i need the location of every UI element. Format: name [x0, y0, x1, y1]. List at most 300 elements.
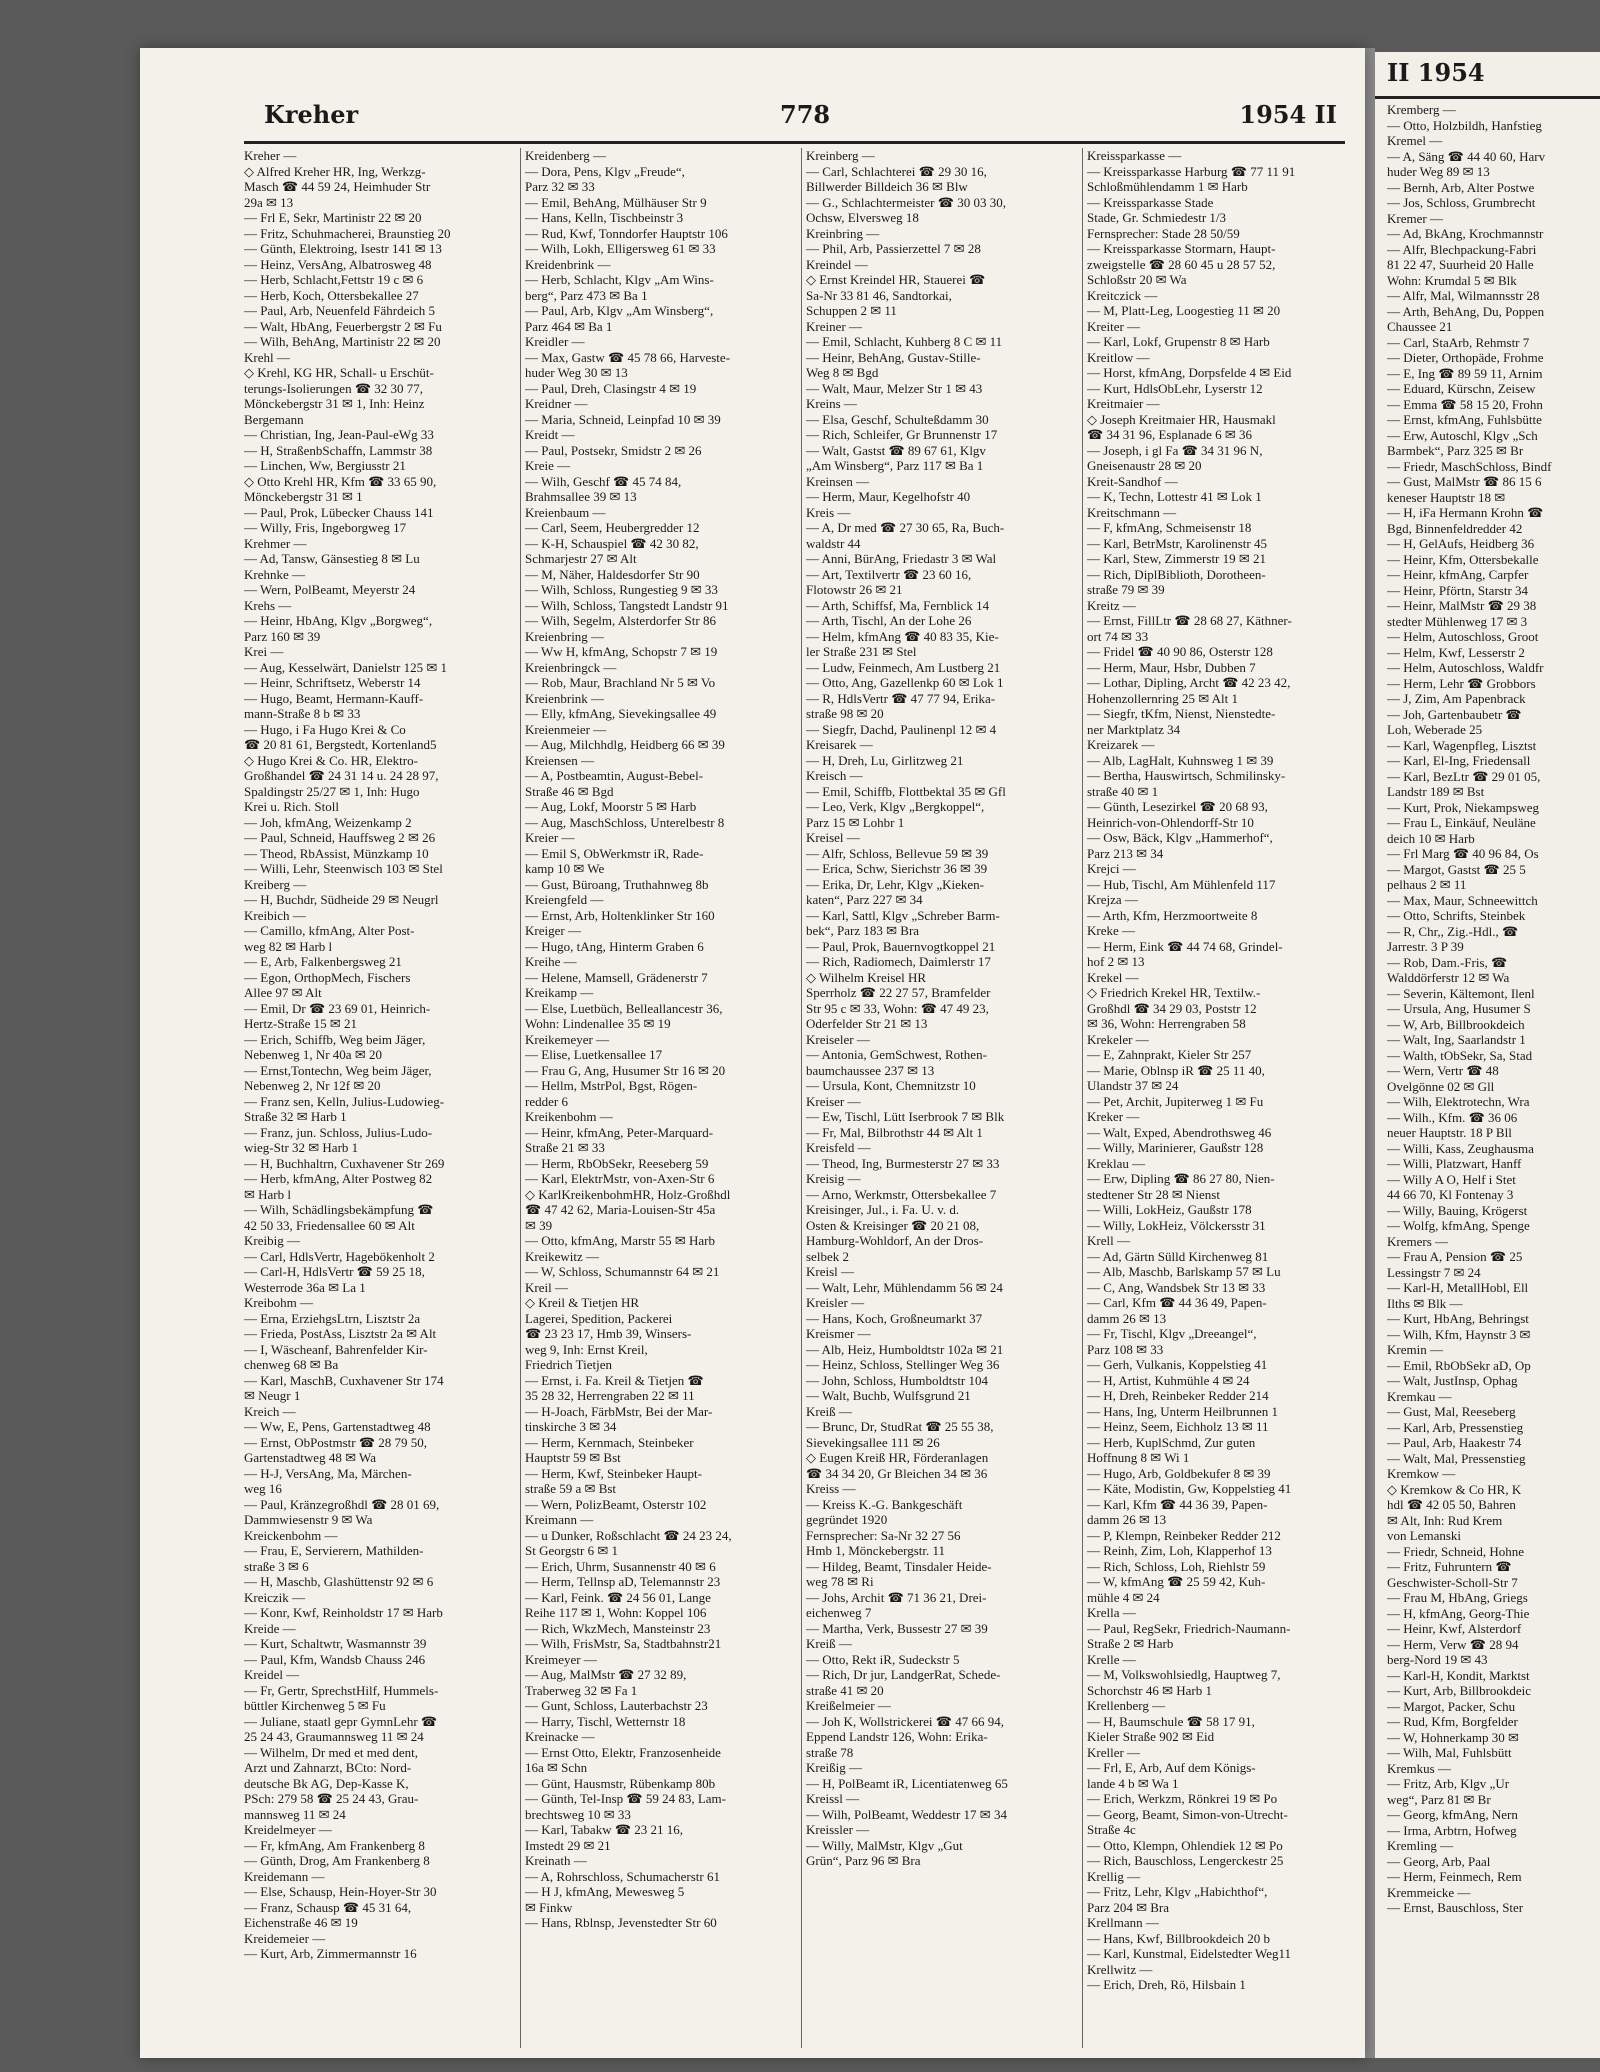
directory-entry-line: — Heinr, Pförtn, Starstr 34	[1387, 582, 1529, 598]
directory-entry-line: — Rud, Kfm, Borgfelder	[1387, 1714, 1518, 1729]
directory-entry-line: — Rob, Maur, Brachland Nr 5 ✉ Vo	[525, 675, 716, 690]
directory-entry-line: Flotowstr 26 ✉ 21	[806, 582, 903, 597]
surname-heading: Kremberg —	[1387, 102, 1456, 117]
directory-entry-line: Sperrholz ☎ 22 27 57, Bramfelder	[806, 985, 991, 1000]
directory-entry-line: ☎ 20 81 61, Bergstedt, Kortenland5	[244, 737, 437, 752]
directory-entry-line: Geschwister-Scholl-Str 7	[1387, 1574, 1518, 1590]
directory-entry-line: — Erika, Dr, Lehr, Klgv „Kieken-	[806, 876, 985, 892]
directory-entry-line: — Juliane, staatl gepr GymnLehr ☎	[244, 1713, 438, 1729]
directory-entry-line: — Carl-H, HdlsVertr ☎ 59 25 18,	[244, 1264, 425, 1279]
directory-entry-line: — W, Schloss, Schumannstr 64 ✉ 21	[525, 1264, 720, 1279]
directory-entry-line: huder Weg 30 ✉ 13	[525, 365, 628, 380]
directory-entry-line: — Franz sen, Kelln, Julius-Ludowieg-	[244, 1093, 445, 1109]
directory-entry-line: 42 50 33, Friedensallee 60 ✉ Alt	[244, 1217, 415, 1233]
directory-entry-line: — Ew, Tischl, Lütt Iserbrook 7 ✉ Blk	[806, 1109, 1005, 1124]
directory-entry-line: — H, Dreh, Reinbeker Redder 214	[1087, 1388, 1269, 1403]
directory-entry-line: — Fritz, Arb, Klgv „Ur	[1387, 1776, 1510, 1791]
directory-entry-line: — Paul, Prok, Lübecker Chauss 141	[244, 504, 434, 520]
directory-entry-line: — Wern, PolizBeamt, Osterstr 102	[525, 1496, 707, 1512]
surname-heading: Kreinsen —	[806, 473, 870, 489]
surname-heading: Kreickenbohm —	[244, 1527, 338, 1543]
directory-entry-line: — Herm, Maur, Kegelhofstr 40	[806, 489, 971, 504]
directory-entry-line: Straße 32 ✉ Harb 1	[244, 1109, 347, 1124]
directory-entry-line: — H, iFa Hermann Krohn ☎	[1387, 505, 1544, 520]
directory-entry-line: — Ernst, kfmAng, Fuhlsbütte	[1387, 412, 1542, 427]
directory-entry-line: — Leo, Verk, Klgv „Bergkoppel“,	[806, 799, 985, 814]
directory-entry-line: — Heinr, MalMstr ☎ 29 38	[1387, 598, 1537, 613]
directory-entry-line: — H, Buchdr, Südheide 29 ✉ Neugrl	[244, 892, 439, 907]
directory-entry-line: — Paul, Kränzegroßhdl ☎ 28 01 69,	[244, 1496, 440, 1512]
directory-entry-line: Kreisinger, Jul., i. Fa. U. v. d.	[806, 1202, 960, 1217]
directory-entry-line: PSch: 279 58 ☎ 25 24 43, Grau-	[244, 1791, 419, 1806]
directory-entry-line: Loh, Weberade 25	[1387, 722, 1483, 737]
directory-entry-line: — Frl Marg ☎ 40 96 84, Os	[1387, 846, 1539, 861]
surname-heading: Kreikewitz —	[525, 1248, 600, 1264]
directory-entry-line: Großhdl ☎ 34 29 03, Poststr 12	[1087, 1000, 1257, 1016]
directory-entry-line: — Friedr, Schneid, Hohne	[1387, 1543, 1525, 1559]
surname-heading: Krell —	[1087, 1233, 1130, 1248]
surname-heading: Kreiß —	[806, 1403, 852, 1419]
directory-entry-line: — Herm, Feinmech, Rem	[1387, 1869, 1522, 1884]
directory-entry-line: — Karl, Stew, Zimmerstr 19 ✉ 21	[1087, 551, 1267, 566]
surname-heading: Kreissl —	[806, 1791, 860, 1806]
directory-entry-line: — Ursula, Ang, Husumer S	[1387, 1001, 1531, 1016]
directory-entry-line: — Kurt, Arb, Billbrookdeic	[1387, 1683, 1532, 1698]
directory-entry-line: Bgd, Binnenfeldredder 42	[1387, 520, 1523, 536]
directory-entry-line: mühle 4 ✉ 24	[1087, 1589, 1160, 1605]
directory-entry-line: — Kreiss K.-G. Bankgeschäft	[806, 1496, 963, 1512]
directory-entry-line: Osten & Kreisinger ☎ 20 21 08,	[806, 1217, 980, 1233]
directory-entry-line: — Heinz, Seem, Eichholz 13 ✉ 11	[1087, 1419, 1269, 1434]
directory-entry-line: Mönckebergstr 31 ✉ 1, Inh: Heinz	[244, 396, 425, 411]
directory-entry-line: Straße 4c	[1087, 1822, 1136, 1837]
directory-entry-line: 44 66 70, Kl Fontenay 3	[1387, 1187, 1514, 1202]
directory-entry-line: — Else, Schausp, Hein-Hoyer-Str 30	[244, 1884, 437, 1899]
directory-entry-line: — Paul, Arb, Neuenfeld Fährdeich 5	[244, 303, 435, 318]
directory-entry-line: — Severin, Kältemont, Ilenl	[1387, 985, 1535, 1001]
directory-entry-line: — Karl, Sattl, Klgv „Schreber Barm-	[806, 907, 1000, 923]
directory-entry-line: — Erich, Dreh, Rö, Hilsbain 1	[1087, 1977, 1246, 1992]
directory-entry-line: — H, PolBeamt iR, Licentiatenweg 65	[806, 1775, 1008, 1791]
directory-entry-line: — Karl-H, MetallHobl, Ell	[1387, 1280, 1529, 1295]
surname-heading: Kreisfeld —	[806, 1140, 871, 1155]
surname-heading: Kreikamp —	[525, 985, 594, 1000]
directory-entry-line: — Alfr, Schloss, Bellevue 59 ✉ 39	[806, 845, 989, 861]
directory-entry-line: — W, kfmAng ☎ 25 59 42, Kuh-	[1087, 1574, 1266, 1589]
surname-heading: Kreidenbrink —	[525, 256, 611, 272]
next-page-column	[1387, 102, 1600, 1916]
directory-entry-line: — C, Ang, Wandsbek Str 13 ✉ 33	[1087, 1279, 1266, 1295]
directory-entry-line: — Arth, Schiffsf, Ma, Fernblick 14	[806, 597, 990, 613]
directory-entry-line: — Willi, Lehr, Steenwisch 103 ✉ Stel	[244, 861, 443, 876]
directory-entry-line: — u Dunker, Roßschlacht ☎ 24 23 24,	[525, 1527, 732, 1543]
directory-entry-line: — Carl, Schlachterei ☎ 29 30 16,	[806, 163, 987, 179]
directory-entry-line: Schuppen 2 ✉ 11	[806, 303, 897, 318]
directory-entry-line: — Herm, Tellnsp aD, Telemannstr 23	[525, 1574, 721, 1589]
directory-entry-line: — Willy A O, Helf i Stet	[1387, 1171, 1516, 1187]
directory-entry-line: — Georg, Beamt, Simon-von-Utrecht-	[1087, 1806, 1288, 1822]
surname-heading: Kreißig —	[806, 1760, 862, 1775]
directory-entry-line: Masch ☎ 44 59 24, Heimhuder Str	[244, 179, 431, 194]
directory-entry-line: Ulandstr 37 ✉ 24	[1087, 1078, 1179, 1093]
directory-entry-line: — Emil, Schlacht, Kuhberg 8 C ✉ 11	[806, 334, 1003, 349]
column-divider	[1082, 148, 1083, 2048]
directory-entry-line: — Brunc, Dr, StudRat ☎ 25 55 38,	[806, 1419, 994, 1434]
directory-entry-line: — Hugo, i Fa Hugo Krei & Co	[244, 721, 406, 737]
directory-entry-line: huder Weg 89 ✉ 13	[1387, 164, 1490, 179]
surname-heading: Kreinath —	[525, 1853, 587, 1868]
surname-heading: Krejci —	[1087, 861, 1136, 876]
directory-entry-line: — Herm, Eink ☎ 44 74 68, Grindel-	[1087, 938, 1283, 954]
directory-entry-line: Eppend Landstr 126, Wohn: Erika-	[806, 1729, 988, 1744]
directory-entry-line: Hauptstr 59 ✉ Bst	[525, 1450, 621, 1465]
directory-entry-line: — Joh, Gartenbaubetr ☎	[1387, 706, 1522, 722]
directory-entry-line: — Wilh, Lokh, Elligersweg 61 ✉ 33	[525, 241, 716, 256]
directory-entry-line: — I, Wäscheanf, Bahrenfelder Kir-	[244, 1341, 428, 1357]
directory-entry-line: — Rich, Dr jur, LandgerRat, Schede-	[806, 1667, 1001, 1682]
directory-entry-line: — Franz, Schausp ☎ 45 31 64,	[244, 1899, 412, 1915]
directory-entry-line: ✉ Alt, Inh: Rud Krem	[1387, 1512, 1503, 1528]
surname-heading: Kreil —	[525, 1279, 568, 1295]
surname-heading: Kreikemeyer —	[525, 1031, 610, 1047]
directory-entry-line: St Georgstr 6 ✉ 1	[525, 1543, 618, 1558]
directory-entry-line: — M, Volkswohlsiedlg, Hauptweg 7,	[1087, 1667, 1281, 1682]
surname-heading: Kreidenberg —	[525, 148, 606, 163]
directory-entry-line: straße 40 ✉ 1	[1087, 783, 1159, 799]
directory-entry-line: — Heinz, Schloss, Stellinger Weg 36	[806, 1357, 1000, 1372]
surname-heading: Kreiter —	[1087, 318, 1141, 334]
directory-entry-line: — Wern, PolBeamt, Meyerstr 24	[244, 582, 416, 597]
directory-entry-line: — Hans, Ing, Unterm Heilbrunnen 1	[1087, 1403, 1278, 1419]
directory-entry-line: Walddörferstr 12 ✉ Wa	[1387, 970, 1510, 985]
directory-entry-line: — J, Zim, Am Papenbrack	[1387, 691, 1526, 706]
directory-entry-line: Weg 8 ✉ Bgd	[806, 365, 879, 380]
directory-entry-line: — Bernh, Arb, Alter Postwe	[1387, 179, 1535, 195]
directory-entry-line: — Carl, StaArb, Rehmstr 7	[1387, 334, 1530, 350]
directory-entry-line: — Walt, JustInsp, Ophag	[1387, 1373, 1518, 1388]
directory-entry-line: — Herm, Kernmach, Steinbeker	[525, 1434, 694, 1450]
surname-heading: Krekeler —	[1087, 1031, 1149, 1047]
directory-entry-line: — Emil S, ObWerkmstr iR, Rade-	[525, 845, 704, 861]
column-2	[525, 148, 795, 2048]
directory-entry-line: Eichenstraße 46 ✉ 19	[244, 1915, 358, 1930]
directory-entry-line: — Wilh, Elektrotechn, Wra	[1387, 1094, 1530, 1109]
directory-entry-line: — Wilh, Schloss, Rungestieg 9 ✉ 33	[525, 582, 718, 597]
directory-entry-line: — Dieter, Orthopäde, Frohme	[1387, 350, 1544, 365]
directory-entry-line: Parz 32 ✉ 33	[525, 179, 595, 194]
directory-entry-line: — Wilh, Geschf ☎ 45 74 84,	[525, 473, 682, 489]
directory-entry-line: Reihe 117 ✉ 1, Wohn: Koppel 106	[525, 1605, 707, 1620]
directory-entry-line: ☎ 47 42 62, Maria-Louisen-Str 45a	[525, 1202, 716, 1217]
directory-entry-line: — Max, Maur, Schneewittch	[1387, 892, 1538, 908]
directory-entry-line: — Rich, Bauschloss, Lengerckestr 25	[1087, 1853, 1284, 1868]
directory-entry-line: — Günth, Lesezirkel ☎ 20 68 93,	[1087, 799, 1268, 814]
directory-entry-line: — Willi, Platzwart, Hanff	[1387, 1156, 1522, 1171]
directory-entry-line: — Wilh, BehAng, Martinistr 22 ✉ 20	[244, 334, 441, 349]
directory-entry-line: — Lothar, Dipling, Archt ☎ 42 23 42,	[1087, 675, 1291, 690]
surname-heading: Kreins —	[806, 396, 857, 411]
directory-entry-line: ✉ Harb l	[244, 1186, 291, 1202]
directory-entry-line: — Gust, MalMstr ☎ 86 15 6	[1387, 474, 1542, 489]
surname-heading: Kreidt —	[525, 427, 575, 442]
directory-entry-line: Straße 21 ✉ 33	[525, 1140, 605, 1155]
surname-heading: Kreie —	[525, 458, 571, 473]
directory-entry-line: — Walt, Mal, Pressenstieg	[1387, 1450, 1526, 1466]
surname-heading: Kreier —	[525, 830, 575, 845]
directory-entry-line: — Wilh, FrisMstr, Sa, Stadtbahnstr21	[525, 1636, 722, 1651]
running-head-keyword: Kreher	[264, 100, 359, 129]
directory-entry-line: — Walt, Buchb, Wulfsgrund 21	[806, 1388, 971, 1403]
directory-entry-line: Hmb 1, Mönckebergstr. 11	[806, 1543, 946, 1558]
directory-entry-line: — Margot, Gastst ☎ 25 5	[1387, 861, 1526, 877]
directory-entry-line: hof 2 ✉ 13	[1087, 954, 1145, 969]
directory-entry-line: stedtener Str 28 ✉ Nienst	[1087, 1186, 1220, 1202]
surname-heading: Kreisl —	[806, 1264, 855, 1279]
directory-entry-line: — Herb, Schlacht, Klgv „Am Wins-	[525, 272, 714, 287]
directory-entry-line: — Heinz, VersAng, Albatrosweg 48	[244, 256, 432, 272]
directory-entry-line: — Ernst, Arb, Holtenklinker Str 160	[525, 907, 715, 923]
directory-entry-line: — R, Chr,, Zig.-Hdl., ☎	[1387, 923, 1519, 939]
surname-heading: Krehs —	[244, 597, 292, 613]
surname-heading: Kreinbring —	[806, 225, 880, 241]
directory-entry-line: — H, Buchhaltrn, Cuxhavener Str 269	[244, 1155, 445, 1171]
directory-entry-line: — Wilh., Kfm. ☎ 36 06	[1387, 1109, 1518, 1125]
directory-entry-line: — Wilh, Schädlingsbekämpfung ☎	[244, 1202, 434, 1217]
surname-heading: Kreindel —	[806, 256, 868, 272]
directory-entry-line: weg 9, Inh: Ernst Kreil,	[525, 1341, 648, 1357]
directory-entry-line: — H-Joach, FärbMstr, Bei der Mar-	[525, 1403, 713, 1419]
directory-entry-line: Parz 15 ✉ Lohbr 1	[806, 814, 905, 830]
directory-entry-line: — Paul, Arb, Klgv „Am Winsberg“,	[525, 303, 714, 318]
surname-heading: Kreidelmeyer —	[244, 1822, 332, 1837]
directory-entry-line: — Konr, Kwf, Reinholdstr 17 ✉ Harb	[244, 1605, 443, 1620]
directory-entry-line: — K, Techn, Lottestr 41 ✉ Lok 1	[1087, 489, 1262, 504]
directory-entry-line: — Georg, kfmAng, Nern	[1387, 1807, 1518, 1822]
directory-entry-line: — Wilhelm, Dr med et med dent,	[244, 1744, 418, 1760]
directory-entry-line: — Elise, Luetkensallee 17	[525, 1047, 663, 1062]
directory-entry-line: — Ww, E, Pens, Gartenstadtweg 48	[244, 1419, 431, 1434]
surname-heading: Kremer —	[1387, 210, 1443, 226]
directory-entry-line: — Elsa, Geschf, Schulteßdamm 30	[806, 411, 989, 427]
surname-heading: Kreinacke —	[525, 1729, 595, 1744]
directory-entry-line: stedter Mühlenweg 17 ✉ 3	[1387, 613, 1528, 629]
surname-heading: Kreher —	[244, 148, 297, 163]
directory-entry-line: — Paul, Dreh, Clasingstr 4 ✉ 19	[525, 380, 697, 396]
directory-entry-line: — Emil, BehAng, Mülhäuser Str 9	[525, 194, 707, 210]
directory-entry-line: — Walt, Maur, Melzer Str 1 ✉ 43	[806, 380, 983, 396]
directory-entry-line: — Hildeg, Beamt, Tinsdaler Heide-	[806, 1558, 992, 1574]
directory-entry-line: — Wilh, Mal, Fuhlsbütt	[1387, 1745, 1512, 1760]
surname-heading: Kreibich —	[244, 907, 306, 923]
directory-entry-line: — Horst, kfmAng, Dorpsfelde 4 ✉ Eid	[1087, 365, 1292, 380]
directory-entry-line: — Marie, Oblnsp iR ☎ 25 11 40,	[1087, 1062, 1265, 1078]
directory-entry-line: — Heinr, Kwf, Alsterdorf	[1387, 1621, 1522, 1636]
surname-heading: Kreiss —	[806, 1481, 856, 1496]
directory-entry-line: — Ernst, FillLtr ☎ 28 68 27, Käthner-	[1087, 613, 1292, 628]
directory-entry-line: Schloßmühlendamm 1 ✉ Harb	[1087, 179, 1248, 194]
directory-entry-line: bek“, Parz 183 ✉ Bra	[806, 923, 920, 938]
surname-heading: Kreisel —	[806, 830, 860, 845]
surname-heading: Kreissler —	[806, 1822, 870, 1837]
directory-entry-line: — H, Maschb, Glashüttenstr 92 ✉ 6	[244, 1574, 434, 1589]
directory-entry-line: — Helm, Kwf, Lesserstr 2	[1387, 644, 1525, 660]
directory-entry-line: ✉ Neugr 1	[244, 1388, 301, 1403]
directory-entry-line: — Frau G, Ang, Husumer Str 16 ✉ 20	[525, 1062, 726, 1078]
directory-entry-line: — H J, kfmAng, Mewesweg 5	[525, 1884, 685, 1899]
directory-entry-line: — Herm, Lehr ☎ Grobbors	[1387, 675, 1536, 691]
directory-entry-line: — Art, Textilvertr ☎ 23 60 16,	[806, 566, 972, 582]
surname-heading: Kreienmeier —	[525, 721, 607, 737]
directory-entry-line: Brahmsallee 39 ✉ 13	[525, 489, 637, 504]
directory-entry-line: zweigstelle ☎ 28 60 45 u 28 57 52,	[1087, 256, 1276, 272]
directory-entry-line: — Karl, BetrMstr, Karolinenstr 45	[1087, 535, 1268, 551]
directory-entry-line: ler Straße 231 ✉ Stel	[806, 644, 917, 659]
directory-entry-line: Schorchstr 46 ✉ Harb 1	[1087, 1682, 1212, 1698]
directory-entry-line: Kieler Straße 902 ✉ Eid	[1087, 1729, 1215, 1744]
directory-entry-line: — H, kfmAng, Georg-Thie	[1387, 1605, 1530, 1621]
directory-entry-line: Schloßstr 20 ✉ Wa	[1087, 272, 1187, 287]
directory-entry-line: — H, Baumschule ☎ 58 17 91,	[1087, 1713, 1255, 1729]
directory-entry-line: chenweg 68 ✉ Ba	[244, 1357, 339, 1372]
directory-entry-line: Oderfelder Str 21 ✉ 13	[806, 1016, 928, 1031]
directory-entry-line: 29a ✉ 13	[244, 194, 294, 210]
directory-entry-line: — Kurt, HbAng, Behringst	[1387, 1311, 1529, 1326]
surname-heading: Kreide —	[244, 1620, 296, 1636]
directory-entry-line: — Kurt, Arb, Zimmermannstr 16	[244, 1946, 417, 1961]
directory-entry-line: — Ernst, ObPostmstr ☎ 28 79 50,	[244, 1434, 428, 1450]
directory-entry-line: — Paul, RegSekr, Friedrich-Naumann-	[1087, 1620, 1291, 1636]
directory-entry-line: Stade, Gr. Schmiedestr 1/3	[1087, 210, 1227, 225]
directory-entry-line: — Willy, Marinierer, Gaußstr 128	[1087, 1140, 1264, 1155]
directory-entry-line: Parz 204 ✉ Bra	[1087, 1899, 1170, 1915]
header-rule	[244, 141, 1345, 144]
surname-heading: Kreisarek —	[806, 737, 873, 752]
directory-entry-line: — Karl, Lokf, Grupenstr 8 ✉ Harb	[1087, 334, 1270, 349]
directory-entry-line: — Helm, Autoschloss, Groot	[1387, 629, 1539, 644]
directory-entry-line: neuer Hauptstr. 18 P Bll	[1387, 1125, 1512, 1140]
directory-entry-line: ◇ Joseph Kreitmaier HR, Hausmakl	[1087, 411, 1276, 427]
directory-entry-line: — Ernst, Bauschloss, Ster	[1387, 1900, 1524, 1915]
directory-entry-line: — Walt, Ing, Saarlandstr 1	[1387, 1032, 1526, 1047]
directory-entry-line: — Wilh, Kfm, Haynstr 3 ✉	[1387, 1326, 1531, 1342]
directory-entry-line: — Eduard, Kürschn, Zeisew	[1387, 381, 1536, 396]
directory-entry-line: — Siegfr, tKfm, Nienst, Nienstedte-	[1087, 706, 1276, 721]
column-divider	[801, 148, 802, 2048]
directory-entry-line: — Rich, WkzMech, Mansteinstr 23	[525, 1620, 711, 1636]
directory-entry-line: ◇ Eugen Kreiß HR, Förderanlagen	[806, 1450, 989, 1465]
directory-entry-line: ◇ Otto Krehl HR, Kfm ☎ 33 65 90,	[244, 473, 437, 489]
directory-entry-line: kamp 10 ✉ We	[525, 861, 605, 876]
directory-entry-line: — Alb, Maschb, Barlskamp 57 ✉ Lu	[1087, 1264, 1281, 1279]
directory-entry-line: — P, Klempn, Reinbeker Redder 212	[1087, 1527, 1281, 1543]
surname-heading: Kreibig —	[244, 1233, 300, 1248]
directory-entry-line: Straße 2 ✉ Harb	[1087, 1636, 1174, 1651]
directory-entry-line: — Egon, OrthopMech, Fischers	[244, 969, 411, 985]
surname-heading: Kreikenbohm —	[525, 1109, 613, 1124]
directory-entry-line: — Antonia, GemSchwest, Rothen-	[806, 1047, 987, 1062]
directory-entry-line: — Otto, Holzbildh, Hanfstieg	[1387, 117, 1542, 133]
surname-heading: Krellmann —	[1087, 1915, 1159, 1930]
directory-entry-line: — Carl, Seem, Heubergredder 12	[525, 520, 700, 535]
directory-entry-line: straße 79 ✉ 39	[1087, 582, 1165, 597]
directory-entry-line: — M, Platt-Leg, Loogestieg 11 ✉ 20	[1087, 303, 1281, 318]
directory-entry-line: ◇ Hugo Krei & Co. HR, Elektro-	[244, 752, 418, 768]
directory-entry-line: „Am Winsberg“, Parz 117 ✉ Ba 1	[806, 458, 984, 473]
directory-entry-line: — Reinh, Zim, Loh, Klapperhof 13	[1087, 1543, 1272, 1558]
directory-entry-line: — Erna, ErziehgsLtrn, Lisztstr 2a	[244, 1310, 421, 1326]
directory-entry-line: — Erich, Werkzm, Rönkrei 19 ✉ Po	[1087, 1791, 1278, 1806]
directory-entry-line: Ovelgönne 02 ✉ Gll	[1387, 1078, 1495, 1094]
directory-entry-line: — Günt, Hausmstr, Rübenkamp 80b	[525, 1775, 716, 1791]
directory-entry-line: — Hugo, Arb, Goldbekufer 8 ✉ 39	[1087, 1465, 1271, 1481]
directory-entry-line: Allee 97 ✉ Alt	[244, 985, 322, 1000]
directory-entry-line: — H, Dreh, Lu, Girlitzweg 21	[806, 752, 964, 768]
directory-entry-line: ☎ 34 31 96, Esplanade 6 ✉ 36	[1087, 427, 1253, 442]
year-volume: 1954 II	[1239, 100, 1337, 129]
directory-entry-line: Hohenzollernring 25 ✉ Alt 1	[1087, 690, 1238, 706]
directory-entry-line: — Willi, Kass, Zeughausma	[1387, 1140, 1534, 1156]
directory-entry-line: — Hugo, tAng, Hinterm Graben 6	[525, 938, 704, 954]
directory-entry-line: — Karl, Feink. ☎ 24 56 01, Lange	[525, 1589, 711, 1605]
directory-entry-line: — Ernst,Tontechn, Weg beim Jäger,	[244, 1062, 432, 1078]
directory-entry-line: — Hans, Rblnsp, Jevenstedter Str 60	[525, 1915, 717, 1930]
directory-entry-line: Parz 213 ✉ 34	[1087, 845, 1164, 861]
directory-entry-line: — Paul, Prok, Bauernvogtkoppel 21	[806, 938, 996, 954]
directory-entry-line: 81 22 47, Suurheid 20 Halle	[1387, 257, 1534, 272]
directory-entry-line: — Otto, Ang, Gazellenkp 60 ✉ Lok 1	[806, 675, 1004, 690]
directory-entry-line: — A, Postbeamtin, August-Bebel-	[525, 768, 704, 783]
surname-heading: Kreizarek —	[1087, 737, 1155, 752]
directory-entry-line: — Fr, Gertr, SprechstHilf, Hummels-	[244, 1682, 439, 1698]
directory-entry-line: — Fritz, Lehr, Klgv „Habichthof“,	[1087, 1884, 1268, 1899]
directory-entry-line: — A, Säng ☎ 44 40 60, Harv	[1387, 148, 1546, 164]
directory-entry-line: ◇ Alfred Kreher HR, Ing, Werkzg-	[244, 163, 426, 179]
directory-entry-line: Straße 46 ✉ Bgd	[525, 783, 614, 799]
directory-entry-line: — Fr, Mal, Bilbrothstr 44 ✉ Alt 1	[806, 1124, 983, 1140]
directory-entry-line: — Dora, Pens, Klgv „Freude“,	[525, 163, 685, 179]
directory-entry-line: Spaldingstr 25/27 ✉ 1, Inh: Hugo	[244, 783, 420, 799]
directory-entry-line: ort 74 ✉ 33	[1087, 628, 1149, 644]
directory-entry-line: — Walth, tObSekr, Sa, Stad	[1387, 1047, 1533, 1063]
surname-heading: Kremkus —	[1387, 1760, 1451, 1776]
directory-entry-line: — Alfr, Blechpackung-Fabri	[1387, 241, 1537, 257]
directory-entry-line: — Johs, Archit ☎ 71 36 21, Drei-	[806, 1589, 987, 1605]
surname-heading: Kreibohm —	[244, 1295, 313, 1310]
directory-entry-line: — Pet, Archit, Jupiterweg 1 ✉ Fu	[1087, 1093, 1264, 1109]
surname-heading: Kreinberg —	[806, 148, 875, 163]
directory-entry-line: ◇ Friedrich Krekel HR, Textilw.-	[1087, 985, 1261, 1000]
directory-entry-line: keneser Hauptstr 18 ✉	[1387, 489, 1506, 505]
surname-heading: Kreisig —	[806, 1171, 861, 1186]
directory-entry-line: — Käte, Modistin, Gw, Koppelstieg 41	[1087, 1481, 1292, 1496]
directory-entry-line: — Ww H, kfmAng, Schopstr 7 ✉ 19	[525, 644, 718, 659]
surname-heading: Kreiberg —	[244, 876, 307, 892]
directory-entry-line: ◇ Krehl, KG HR, Schall- u Erschüt-	[244, 365, 434, 380]
directory-entry-line: — Karl-H, Kondit, Marktst	[1387, 1667, 1530, 1683]
surname-heading: Kreiß —	[806, 1636, 852, 1651]
surname-heading: Kremkau —	[1387, 1388, 1452, 1404]
directory-entry-line: — Theod, Ing, Burmesterstr 27 ✉ 33	[806, 1155, 1000, 1171]
surname-heading: Kreit-Sandhof —	[1087, 473, 1178, 489]
directory-entry-line: damm 26 ✉ 13	[1087, 1310, 1167, 1326]
surname-heading: Krellig —	[1087, 1868, 1141, 1884]
directory-entry-line: ☎ 23 23 17, Hmb 39, Winsers-	[525, 1326, 692, 1341]
directory-entry-line: — Fritz, Fuhruntern ☎	[1387, 1559, 1512, 1574]
next-page-header: II 1954	[1387, 58, 1485, 87]
directory-entry-line: — Günth, Tel-Insp ☎ 59 24 83, Lam-	[525, 1791, 726, 1806]
surname-heading: Kreienbaum —	[525, 504, 606, 520]
directory-entry-line: Heinrich-von-Ohlendorff-Str 10	[1087, 814, 1254, 830]
